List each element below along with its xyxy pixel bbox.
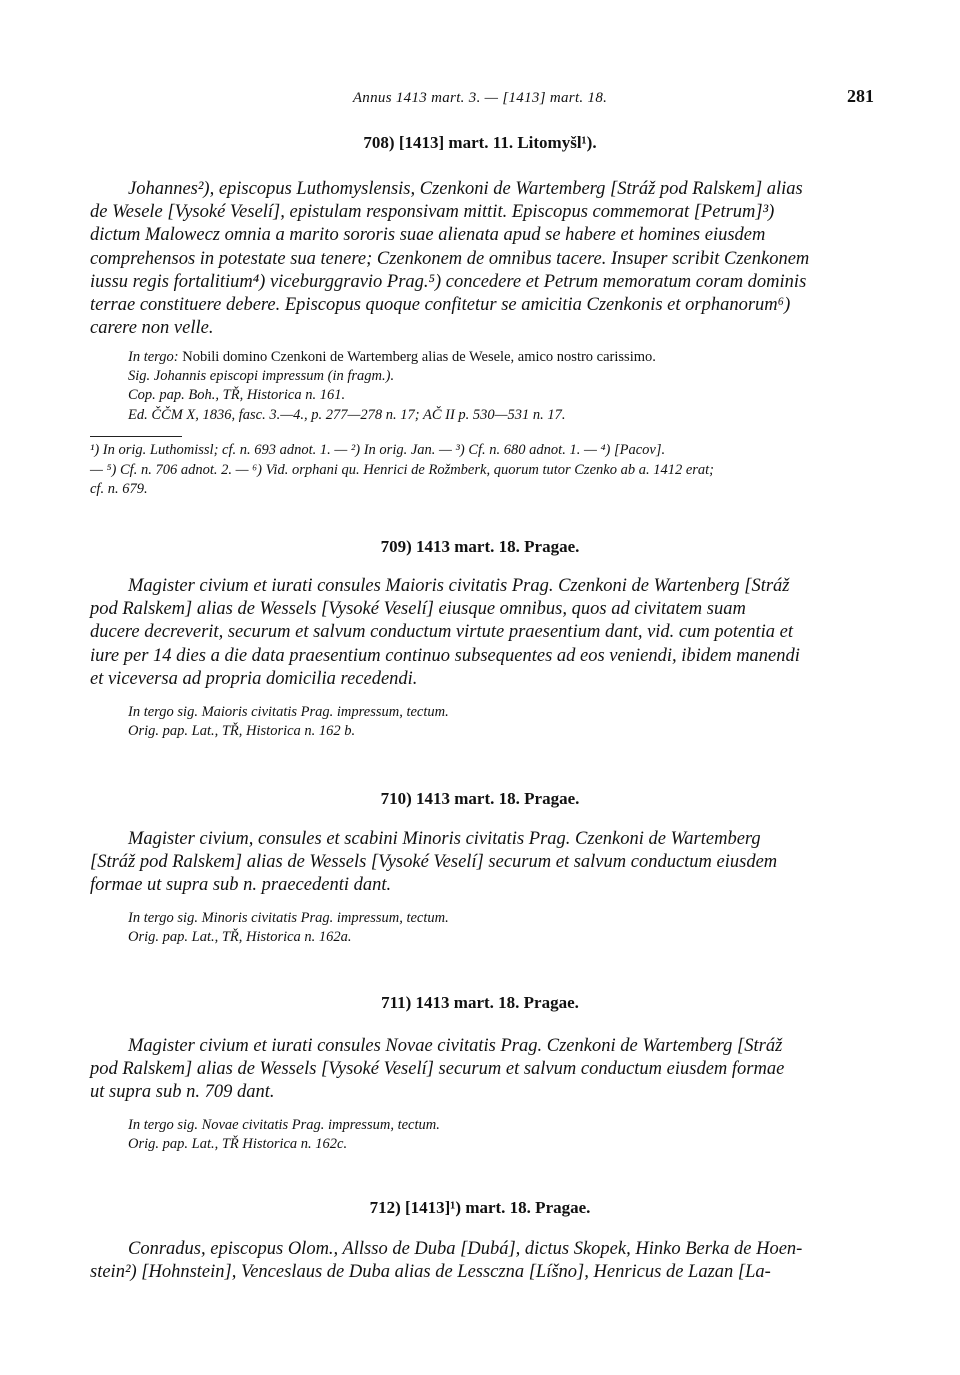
entry-710-line: formae ut supra sub n. praecedenti dant. <box>90 875 392 896</box>
entry-708-line: terrae constituere debere. Episcopus quoque confitetur se amicitia Czenkonis et orphanorum⁶) <box>90 295 791 316</box>
entry-709-line: pod Ralskem] alias de Wessels [Vysoké Veselí] eiusque omnibus, quos ad civitatem suam <box>90 599 746 620</box>
entry-708-line: carere non velle. <box>90 318 214 339</box>
entry-708-heading: 708) [1413] mart. 11. Litomyšl¹). <box>363 133 597 152</box>
entry-708-line: iussu regis fortalitium⁴) viceburggravio Prag.⁵) concedere et Petrum memoratum coram dominis <box>90 271 807 292</box>
note-line: Orig. pap. Lat., TŘ, Historica n. 162 b. <box>128 723 356 740</box>
in-tergo-text: Nobili domino Czenkoni de Wartemberg alias de Wesele, amico nostro carissimo. <box>182 349 656 365</box>
entry-709-line: Magister civium et iurati consules Maioris civitatis Prag. Czenkoni de Wartenberg [Stráž <box>128 576 790 596</box>
in-tergo-label: In tergo: <box>128 349 179 365</box>
entry-710-notes <box>128 909 872 947</box>
note-line: Ed. ČČM X, 1836, fasc. 3.—4., p. 277—278 n. 17; AČ II p. 530—531 n. 17. <box>128 406 566 423</box>
note-line: Orig. pap. Lat., TŘ, Historica n. 162a. <box>128 929 352 946</box>
page-number: 281 <box>847 86 874 106</box>
note-line: Orig. pap. Lat., TŘ Historica n. 162c. <box>128 1136 348 1153</box>
entry-711-notes <box>128 1116 872 1154</box>
note-line: In tergo sig. Novae civitatis Prag. impressum, tectum. <box>128 1117 440 1133</box>
entry-711-body <box>90 1035 872 1105</box>
entry-708-line: dictum Malowecz omnia a marito sororis suae alienata apud se habere et homines eiusdem <box>90 225 766 246</box>
entry-710-heading: 710) 1413 mart. 18. Pragae. <box>380 789 580 808</box>
entry-708-body <box>90 178 872 340</box>
entry-709-line: ducere decreverit, securum et salvum conductum virtute praesentium dant, vid. cum potentia et <box>90 622 793 643</box>
entry-712-heading: 712) [1413]¹) mart. 18. Pragae. <box>369 1198 591 1217</box>
note-line: Sig. Johannis episcopi impressum (in fragm.). <box>128 368 395 385</box>
entry-711-line: pod Ralskem] alias de Wessels [Vysoké Veselí] securum et salvum conductum eiusdem formae <box>90 1059 785 1080</box>
entry-709-body <box>90 575 872 691</box>
entry-712-body <box>90 1238 872 1284</box>
entry-712-line: Conradus, episcopus Olom., Allsso de Duba [Dubá], dictus Skopek, Hinko Berka de Hoen- <box>128 1239 803 1259</box>
entry-708-line: Johannes²), episcopus Luthomyslensis, Czenkoni de Wartemberg [Stráž pod Ralskem] alias <box>128 179 803 199</box>
note-line: In tergo sig. Maioris civitatis Prag. impressum, tectum. <box>128 704 449 720</box>
footnote-line: cf. n. 679. <box>90 481 148 497</box>
note-line: In tergo sig. Minoris civitatis Prag. impressum, tectum. <box>128 910 449 926</box>
entry-710-line: [Stráž pod Ralskem] alias de Wessels [Vysoké Veselí] securum et salvum conductum eiusdem <box>90 852 778 873</box>
entry-710-body <box>90 828 872 898</box>
entry-709-heading: 709) 1413 mart. 18. Pragae. <box>380 537 580 556</box>
entry-710-line: Magister civium, consules et scabini Minoris civitatis Prag. Czenkoni de Wartemberg <box>128 829 761 849</box>
footnote-line: ¹) In orig. Luthomissl; cf. n. 693 adnot. 1. — ²) In orig. Jan. — ³) Cf. n. 680 adnot. 1. — ⁴) [Pacov]. <box>90 442 666 458</box>
note-line: Cop. pap. Boh., TŘ, Historica n. 161. <box>128 387 346 404</box>
running-head: Annus 1413 mart. 3. — [1413] mart. 18. <box>352 90 608 106</box>
entry-711-heading: 711) 1413 mart. 18. Pragae. <box>381 993 579 1012</box>
footnote-line: — ⁵) Cf. n. 706 adnot. 2. — ⁶) Vid. orphani qu. Henrici de Rožmberk, quorum tutor Czenko ab a. 1412 erat; <box>90 461 715 478</box>
entry-708-line: comprehensos in potestate sua tenere; Czenkonem de omnibus tacere. Insuper scribit Czenkonem <box>90 248 810 269</box>
entry-711-line: Magister civium et iurati consules Novae civitatis Prag. Czenkoni de Wartemberg [Stráž <box>128 1036 783 1056</box>
entry-709-notes <box>128 703 872 741</box>
entry-708-line: de Wesele [Vysoké Veselí], epistulam responsivam mittit. Episcopus commemorat [Petrum]³) <box>90 202 775 223</box>
entry-712-line: stein²) [Hohnstein], Venceslaus de Duba alias de Lessczna [Líšno], Henricus de Lazan [La- <box>90 1262 771 1283</box>
entry-708-footnotes <box>90 441 872 500</box>
entry-709-line: iure per 14 dies a die data praesentium continuo subsequentes ad eos veniendi, ibidem manendi <box>90 645 800 666</box>
entry-709-line: et viceversa ad propria domicilia recedendi. <box>90 668 418 689</box>
entry-708-notes <box>128 348 872 425</box>
entry-711-line: ut supra sub n. 709 dant. <box>90 1082 275 1103</box>
in-tergo-line <box>128 348 872 367</box>
footnote-rule <box>90 436 182 437</box>
